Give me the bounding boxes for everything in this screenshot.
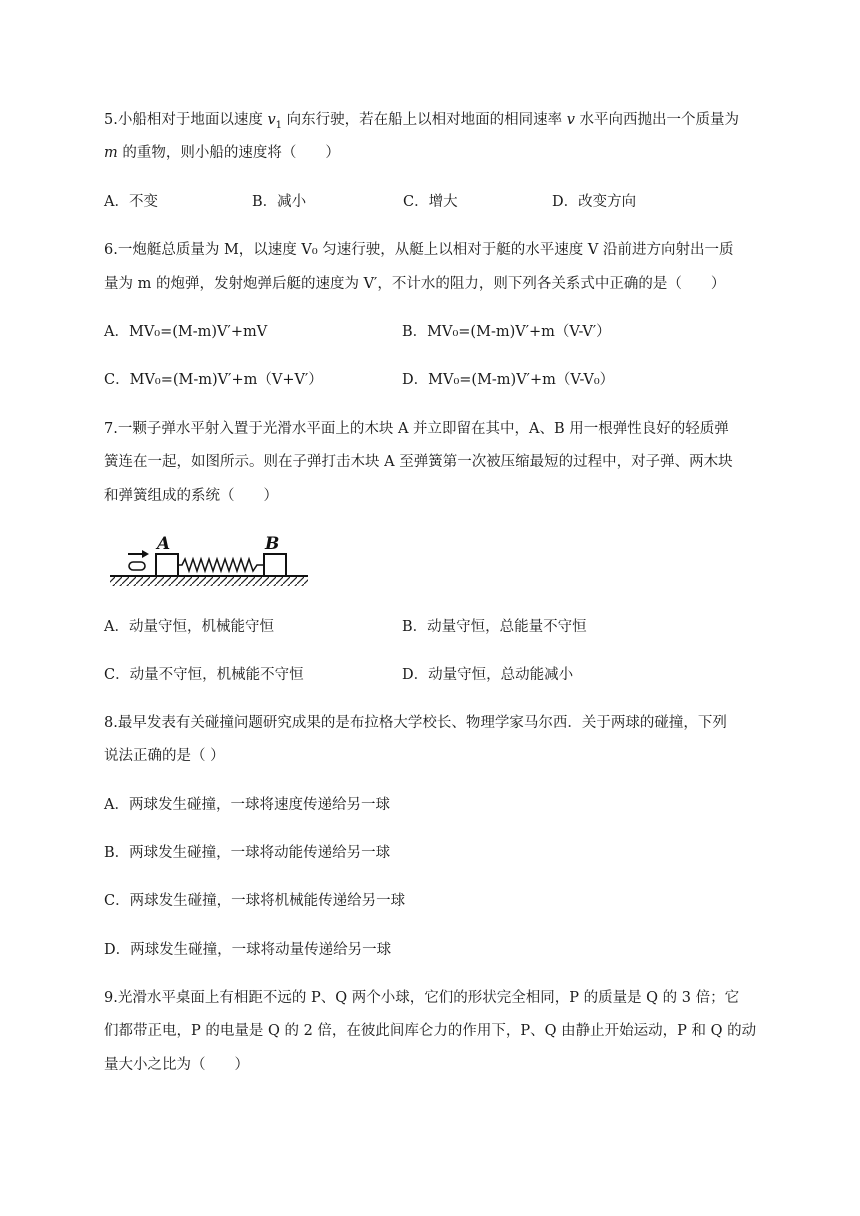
q8-line1-text: 最早发表有关碰撞问题研究成果的是布拉格大学校长、物理学家马尔西．关于两球的碰撞，下列 bbox=[117, 715, 727, 731]
q7-option-d: D．动量守恒，总动能减小 bbox=[402, 667, 574, 683]
block-b-label: B bbox=[265, 534, 280, 554]
q8-number: 8. bbox=[104, 715, 118, 731]
q7-option-c: C．动量不守恒，机械能不守恒 bbox=[104, 667, 304, 683]
q5-sub-1: 1 bbox=[275, 119, 283, 131]
block-a-label: A bbox=[157, 534, 171, 554]
q9-stem-line2: 们都带正电，P 的电量是 Q 的 2 倍，在彼此间库仑力的作用下，P、Q 由静止开始运动，P 和 Q 的动 bbox=[104, 1023, 757, 1039]
ground-hatch bbox=[110, 576, 308, 586]
q8-option-c: C．两球发生碰撞，一球将机械能传递给另一球 bbox=[104, 893, 406, 909]
q7-line1-text: 一颗子弹水平射入置于光滑水平面上的木块 A 并立即留在其中，A、B 用一根弹性良好的轻质弹 bbox=[117, 421, 729, 437]
q9-number: 9. bbox=[104, 990, 118, 1006]
q5-seg7: 的重物，则小船的速度将（ ） bbox=[117, 145, 340, 161]
q8-option-b: B．两球发生碰撞，一球将动能传递给另一球 bbox=[104, 845, 391, 861]
q6-option-c: C．MV₀=(M-m)V′+m（V+V′） bbox=[104, 372, 323, 388]
q6-option-d: D．MV₀=(M-m)V′+m（V-V₀） bbox=[402, 372, 615, 388]
q6-stem-line2: 量为 m 的炮弹，发射炮弹后艇的速度为 V′，不计水的阻力，则下列各关系式中正确的是（ ） bbox=[104, 276, 726, 292]
q8-stem-line1 bbox=[104, 713, 727, 733]
q7-option-b: B．动量守恒，总能量不守恒 bbox=[402, 619, 587, 635]
block-b bbox=[264, 554, 286, 576]
q5-option-b: B．减小 bbox=[252, 194, 307, 210]
spring-icon bbox=[178, 559, 264, 571]
q5-number: 5. bbox=[104, 112, 118, 128]
q5-option-c: C．增大 bbox=[403, 194, 458, 210]
q5-var-m: m bbox=[104, 145, 118, 161]
q5-seg5: 水平向西抛出一个质量为 bbox=[574, 112, 740, 128]
q5-stem-line1 bbox=[104, 110, 739, 136]
q9-line1-text: 光滑水平桌面上有相距不远的 P、Q 两个小球，它们的形状完全相同，P 的质量是 Q 的 3 倍；它 bbox=[117, 990, 740, 1006]
q5-option-d: D．改变方向 bbox=[552, 194, 637, 210]
q5-stem-line2 bbox=[104, 143, 340, 163]
q5-seg0: 小船相对于地面以速度 bbox=[117, 112, 268, 128]
q8-option-a: A．两球发生碰撞，一球将速度传递给另一球 bbox=[104, 797, 390, 813]
q7-number: 7. bbox=[104, 421, 118, 437]
q8-option-d: D．两球发生碰撞，一球将动量传递给另一球 bbox=[104, 942, 392, 958]
q7-stem-line2: 簧连在一起，如图所示。则在子弹打击木块 A 至弹簧第一次被压缩最短的过程中，对子弹、两木块 bbox=[104, 454, 733, 470]
q6-option-a: A．MV₀=(M-m)V′+mV bbox=[104, 324, 268, 340]
bullet-icon bbox=[129, 562, 145, 570]
q6-stem-line1 bbox=[104, 240, 734, 260]
q8-stem-line2: 说法正确的是（ ） bbox=[104, 748, 225, 764]
q9-stem-line3: 量大小之比为（ ） bbox=[104, 1057, 249, 1073]
q7-stem-line1 bbox=[104, 419, 729, 439]
block-a bbox=[156, 554, 178, 576]
q5-var-v2: v bbox=[566, 112, 575, 128]
q7-spring-block-figure bbox=[108, 528, 310, 590]
q6-line1-text: 一炮艇总质量为 M，以速度 V₀ 匀速行驶，从艇上以相对于艇的水平速度 V 沿前进方向射出一质 bbox=[117, 242, 734, 258]
q5-seg3: 向东行驶，若在船上以相对地面的相同速率 bbox=[282, 112, 567, 128]
q7-stem-line3: 和弹簧组成的系统（ ） bbox=[104, 488, 278, 504]
q6-option-b: B．MV₀=(M-m)V′+m（V-V′） bbox=[402, 324, 611, 340]
q5-var-v: v bbox=[267, 112, 276, 128]
q7-option-a: A．动量守恒，机械能守恒 bbox=[104, 619, 274, 635]
q9-stem-line1 bbox=[104, 988, 739, 1008]
q5-option-a: A．不变 bbox=[104, 194, 158, 210]
q6-number: 6. bbox=[104, 242, 118, 258]
